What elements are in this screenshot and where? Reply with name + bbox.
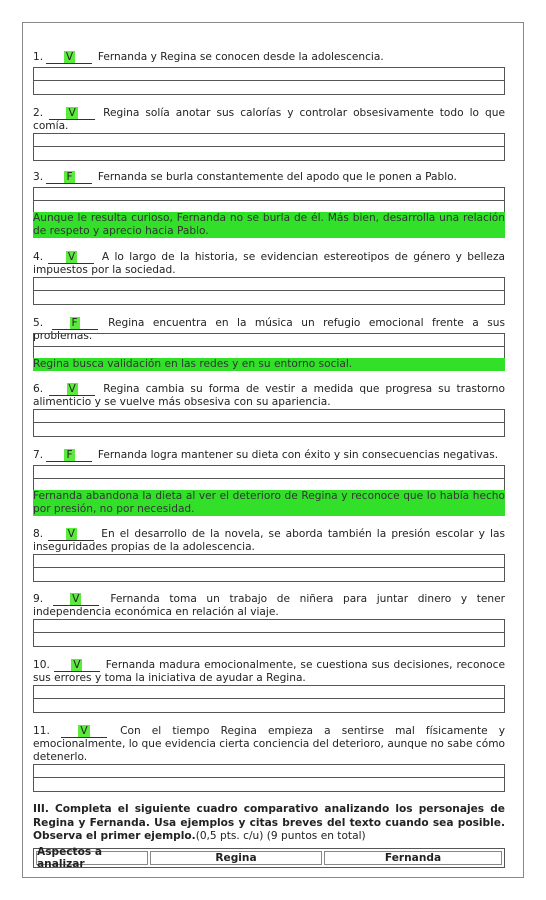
section-3-instructions: III. Completa el siguiente cuadro comparativo analizando los personajes de Regina y Fernanda. Usa ejemplos y citas breves del texto cuando sea posible. Observa el primer ejemplo.(0,5 pts. c/u) (9 puntos en total) (33, 803, 505, 842)
answer-blank[interactable]: V (48, 529, 94, 541)
question-11: 11. V Con el tiempo Regina empieza a sentirse mal físicamente y emocionalmente, lo que evidencia cierta conciencia del deterioro, aunque no sabe cómo detenerlo. (33, 725, 505, 763)
header-aspectos: Aspectos a analizar (36, 851, 148, 865)
answer-blank[interactable]: F (46, 450, 92, 462)
question-2: 2. V Regina solía anotar sus calorías y controlar obsesivamente todo lo que comía. (33, 107, 505, 132)
question-4: 4. V A lo largo de la historia, se evidencian estereotipos de género y belleza impuestos por la sociedad. (33, 251, 505, 276)
answer-lines[interactable] (33, 685, 505, 713)
question-10: 10. V Fernanda madura emocionalmente, se cuestiona sus decisiones, reconoce sus errores y toma la iniciativa de ayudar a Regina. (33, 659, 505, 684)
worksheet-page (22, 22, 524, 878)
answer-blank[interactable]: V (49, 384, 95, 396)
answer-lines[interactable] (33, 187, 505, 215)
answer-blank[interactable]: V (54, 660, 100, 672)
answer-blank[interactable]: F (46, 172, 92, 184)
answer-lines[interactable] (33, 619, 505, 647)
answer-blank[interactable]: F (52, 318, 98, 330)
question-8: 8. V En el desarrollo de la novela, se aborda también la presión escolar y las inseguridades propias de la adolescencia. (33, 528, 505, 553)
question-3: 3. F Fernanda se burla constantemente del apodo que le ponen a Pablo. (33, 171, 457, 183)
answer-lines[interactable] (33, 133, 505, 161)
comparison-table-header (33, 848, 505, 868)
answer-lines[interactable] (33, 554, 505, 582)
answer-lines[interactable] (33, 409, 505, 437)
correction-q5: Regina busca validación en las redes y en su entorno social. (33, 358, 505, 371)
correction-q7: Fernanda abandona la dieta al ver el deterioro de Regina y reconoce que lo había hecho por presión, no por necesidad. (33, 490, 505, 515)
answer-lines[interactable] (33, 764, 505, 792)
correction-q3: Aunque le resulta curioso, Fernanda no se burla de él. Más bien, desarrolla una relación de respeto y aprecio hacia Pablo. (33, 212, 505, 237)
answer-lines[interactable] (33, 465, 505, 493)
question-9: 9. V Fernanda toma un trabajo de niñera para juntar dinero y tener independencia económica en relación al viaje. (33, 593, 505, 618)
header-fernanda: Fernanda (324, 851, 502, 865)
answer-lines[interactable] (33, 333, 505, 361)
question-1: 1. V Fernanda y Regina se conocen desde la adolescencia. (33, 51, 384, 63)
answer-lines[interactable] (33, 277, 505, 305)
answer-blank[interactable]: V (48, 252, 94, 264)
question-5: 5. F Regina encuentra en la música un refugio emocional frente a sus problemas. (33, 317, 505, 342)
answer-blank[interactable]: V (61, 726, 107, 738)
question-6: 6. V Regina cambia su forma de vestir a medida que progresa su trastorno alimenticio y se vuelve más obsesiva con su apariencia. (33, 383, 505, 408)
question-7: 7. F Fernanda logra mantener su dieta con éxito y sin consecuencias negativas. (33, 449, 499, 461)
header-regina: Regina (150, 851, 322, 865)
answer-blank[interactable]: V (53, 594, 99, 606)
answer-blank[interactable]: V (46, 52, 92, 64)
answer-blank[interactable]: V (49, 108, 95, 120)
answer-lines[interactable] (33, 67, 505, 95)
